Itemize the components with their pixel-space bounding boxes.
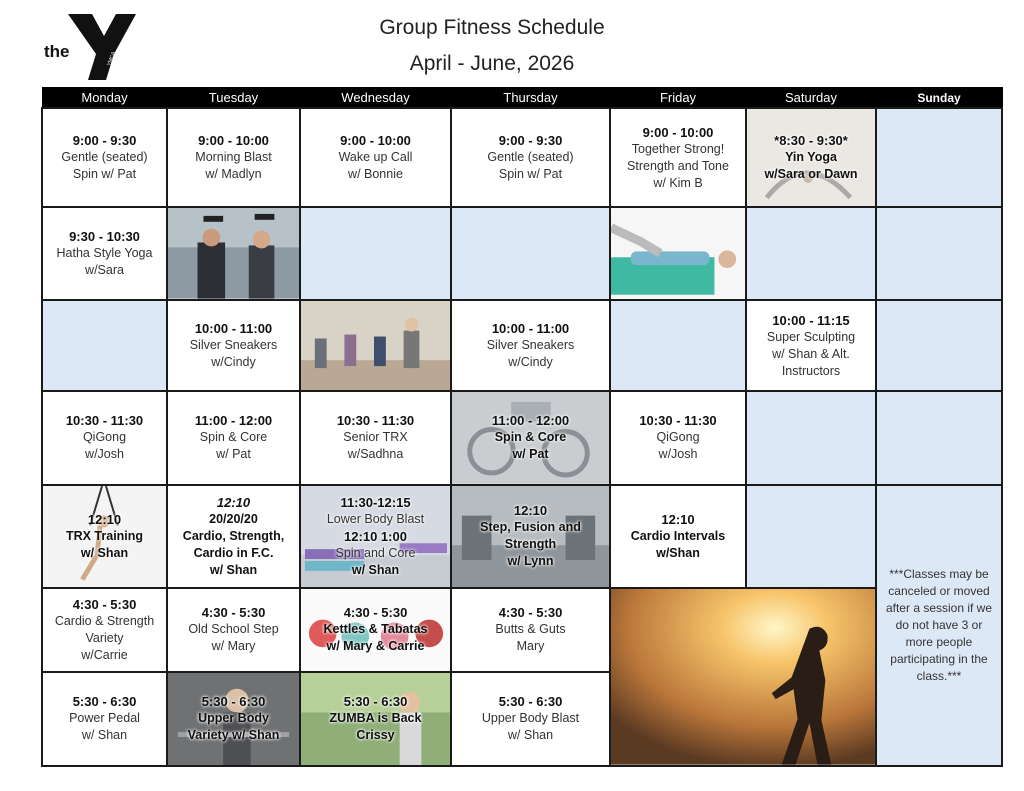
class-cell — [42, 588, 167, 671]
class-time: 12:10 — [661, 511, 695, 527]
day-header: Friday — [610, 88, 746, 109]
cancellation-note: ***Classes may be canceled or moved after a session if we do not have 3 or more people participating in the class.*** — [885, 566, 993, 683]
empty-cell — [746, 391, 876, 484]
class-instructor: w/ Kim B — [653, 175, 703, 190]
class-time: 12:10 — [216, 494, 251, 510]
y-logo-icon — [66, 14, 136, 80]
class-time: 10:30 - 11:30 — [639, 413, 717, 429]
class-time: 10:00 - 11:15 — [772, 312, 850, 328]
class-time: 9:30 - 10:30 — [69, 229, 140, 245]
class-detail: w/ Madlyn — [205, 167, 262, 182]
class-name: Spin & Core — [494, 430, 567, 445]
class-time: 5:30 - 6:30 — [343, 694, 408, 710]
class-instructor: w/Carrie — [81, 647, 128, 662]
empty-cell — [42, 300, 167, 391]
class-detail: Crissy — [356, 728, 395, 743]
empty-cell — [876, 108, 1002, 207]
class-name: Spin & Core — [199, 430, 268, 445]
class-detail: w/Cindy — [508, 355, 553, 370]
class-name: Cardio & Strength — [54, 613, 155, 628]
class-name: TRX Training — [65, 528, 144, 543]
time-row — [42, 108, 1002, 207]
time-row — [42, 300, 1002, 391]
class-cell — [167, 108, 300, 207]
class-cell — [167, 485, 300, 588]
logo-the-text: the — [44, 42, 70, 61]
class-time: *8:30 - 9:30* — [774, 133, 848, 149]
page-title: Group Fitness Schedule — [379, 16, 605, 39]
day-header: Sunday — [876, 88, 1002, 109]
class-detail: w/ Mary & Carrie — [326, 639, 425, 654]
class-cell — [167, 588, 300, 671]
class-name: QiGong — [82, 430, 127, 445]
class-name: Wake up Call — [338, 150, 413, 165]
class-cell — [300, 391, 451, 484]
seniors-photo — [301, 301, 450, 391]
class-cell — [451, 300, 610, 391]
stretch-photo-cell — [610, 207, 746, 299]
schedule-table — [41, 87, 1003, 767]
class-name: Butts & Guts — [495, 622, 566, 637]
class-cell-photo — [300, 485, 451, 588]
empty-cell — [746, 485, 876, 588]
class-detail: w/Josh — [658, 447, 698, 462]
class-detail: w/Josh — [85, 447, 124, 462]
class-detail: w/ Shan & Alt. — [772, 346, 850, 361]
class-detail: Cardio in F.C. — [193, 545, 274, 560]
class-detail: Variety — [85, 630, 124, 645]
class-cell — [451, 672, 610, 766]
class-name: ZUMBA is Back — [329, 711, 422, 726]
time-row — [42, 485, 1002, 588]
class-detail: Strength and Tone — [627, 158, 729, 173]
class-name: Senior TRX — [343, 430, 408, 445]
class-detail: w/Sadhna — [347, 447, 404, 462]
class-name: Gentle (seated) — [61, 150, 148, 165]
class-cell — [42, 207, 167, 299]
class-name: Upper Body Blast — [481, 711, 580, 726]
class-detail: w/Cindy — [211, 355, 256, 370]
class-time: 12:10 — [87, 511, 122, 527]
class-cell — [167, 391, 300, 484]
class-cell — [42, 672, 167, 766]
class-time: 4:30 - 5:30 — [72, 596, 137, 612]
time-row — [42, 588, 1002, 671]
class-detail: Variety w/ Shan — [187, 728, 280, 743]
class-name: Hatha Style Yoga — [56, 246, 153, 261]
empty-cell — [746, 207, 876, 299]
class-detail: w/ Shan — [507, 728, 554, 743]
class-instructor: w/ Shan — [209, 562, 258, 577]
dumbbell-photo-cell — [167, 207, 300, 299]
class-detail: Strength — [504, 537, 557, 552]
empty-cell — [876, 391, 1002, 484]
class-time: 5:30 - 6:30 — [201, 694, 266, 710]
class-name: Yin Yoga — [785, 150, 837, 165]
class-cell — [451, 108, 610, 207]
class-cell-photo — [300, 588, 451, 671]
class-cell-photo — [451, 391, 610, 484]
empty-cell — [300, 207, 451, 299]
class-name: Morning Blast — [195, 150, 272, 165]
page-subtitle: April - June, 2026 — [409, 52, 575, 75]
class-name: Step, Fusion and — [480, 520, 581, 535]
class-detail: Cardio, Strength, — [182, 528, 285, 543]
class-detail: w/ Shan — [81, 728, 128, 743]
class-detail: w/Sara — [85, 263, 124, 278]
logo-small-text: YMCA — [106, 51, 117, 67]
class-time: 10:00 - 11:00 — [491, 321, 570, 337]
class-cell — [610, 108, 746, 207]
class-time: 9:00 - 9:30 — [498, 133, 563, 149]
class-name: Super Sculpting — [766, 329, 856, 344]
class-instructor: Instructors — [781, 363, 841, 378]
class-time: 9:00 - 9:30 — [72, 133, 137, 149]
empty-cell — [610, 300, 746, 391]
class-detail: w/Sara or Dawn — [764, 167, 858, 182]
class-time: 11:30-12:15 — [340, 494, 411, 510]
class-name: Kettles & Tabatas — [323, 622, 428, 637]
class-cell — [300, 108, 451, 207]
class-name: Silver Sneakers — [189, 338, 278, 353]
class-time: 5:30 - 6:30 — [498, 694, 563, 710]
time-row — [42, 207, 1002, 299]
class-time: 10:00 - 11:00 — [194, 321, 273, 337]
class-name: Power Pedal — [69, 711, 140, 726]
class-time: 10:30 - 11:30 — [65, 413, 144, 429]
class-time: 12:10 — [513, 503, 548, 519]
class-cell-photo — [451, 485, 610, 588]
class-detail: w/ Pat — [216, 447, 251, 462]
day-header: Thursday — [451, 88, 610, 109]
class-cell — [610, 485, 746, 588]
class-time: 4:30 - 5:30 — [201, 605, 266, 621]
class-detail: Spin w/ Pat — [72, 167, 137, 182]
class-name: Together Strong! — [631, 141, 725, 156]
class-time: 4:30 - 5:30 — [498, 605, 563, 621]
class-name: Old School Step — [188, 622, 279, 637]
class-cell — [451, 588, 610, 671]
day-header: Saturday — [746, 88, 876, 109]
class-detail: w/ Mary — [211, 639, 256, 654]
class-detail: w/Shan — [656, 545, 700, 560]
class-detail: Mary — [516, 639, 545, 654]
class-name: 20/20/20 — [209, 511, 258, 526]
empty-cell — [451, 207, 610, 299]
class-detail: w/ Shan — [80, 545, 129, 560]
class-name: Silver Sneakers — [486, 338, 575, 353]
ymca-logo — [44, 14, 134, 80]
class-cell-photo — [167, 672, 300, 766]
class-detail: Spin w/ Pat — [498, 167, 563, 182]
time-row — [42, 391, 1002, 484]
class-time: 11:00 - 12:00 — [194, 413, 273, 429]
class-name: Lower Body Blast — [326, 511, 425, 526]
class-cell — [42, 108, 167, 207]
empty-cell — [876, 207, 1002, 299]
class-name: Gentle (seated) — [487, 150, 574, 165]
sunday-note-cell — [876, 485, 1002, 766]
empty-cell — [876, 300, 1002, 391]
seniors-photo-cell — [300, 300, 451, 391]
class-cell-photo — [300, 672, 451, 766]
class-time: 4:30 - 5:30 — [343, 605, 408, 621]
day-header: Wednesday — [300, 88, 451, 109]
class-time: 9:00 - 10:00 — [642, 124, 714, 140]
day-header: Monday — [42, 88, 167, 109]
class-time: 9:00 - 10:00 — [340, 133, 411, 149]
class-cell — [746, 300, 876, 391]
sunset-runner-image — [611, 589, 875, 765]
class-time: 10:30 - 11:30 — [336, 413, 415, 429]
class-time: 5:30 - 6:30 — [72, 694, 137, 710]
class-cell-photo — [42, 485, 167, 588]
class-instructor: w/ Shan — [351, 562, 400, 577]
class-time: 9:00 - 10:00 — [198, 133, 269, 149]
class-time: 11:00 - 12:00 — [491, 413, 570, 429]
class-detail: w/ Pat — [512, 447, 549, 462]
class-cell — [167, 300, 300, 391]
class-name-2: Spin and Core — [335, 545, 416, 560]
class-name: Upper Body — [198, 711, 269, 726]
class-cell — [610, 391, 746, 484]
dumbbell-photo — [168, 208, 299, 299]
class-instructor: w/ Lynn — [507, 554, 554, 569]
class-cell — [42, 391, 167, 484]
class-cell-photo — [746, 108, 876, 207]
class-name: Cardio Intervals — [630, 528, 726, 543]
day-header-row — [42, 88, 1002, 109]
class-detail: w/ Bonnie — [348, 167, 403, 182]
class-name: QiGong — [656, 430, 700, 445]
class-time-2: 12:10 1:00 — [344, 528, 407, 544]
motivational-poster — [610, 588, 876, 766]
day-header: Tuesday — [167, 88, 300, 109]
stretch-photo — [611, 208, 745, 299]
